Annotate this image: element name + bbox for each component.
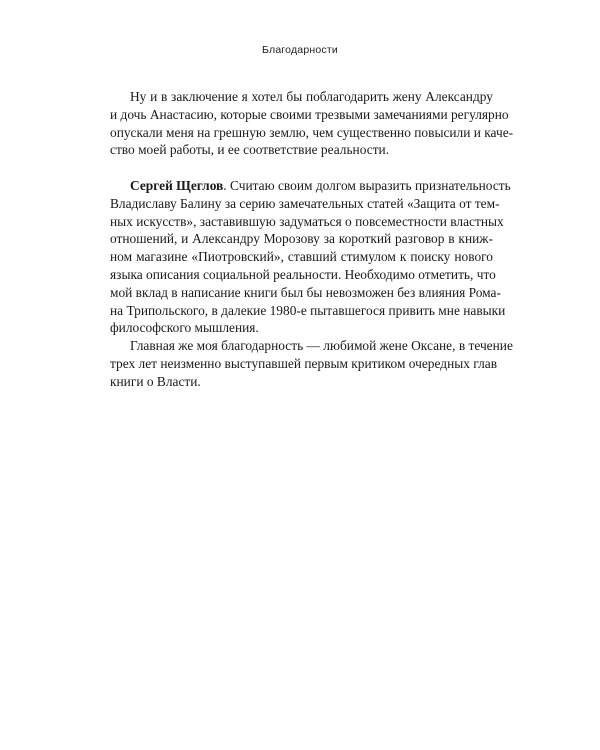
text-line: ство моей работы, и ее соответствие реальности. [110,142,390,158]
text-line: на Трипольского, в далекие 1980-е пытавшегося привить мне навыки [110,302,506,318]
paragraph-wife-thanks [110,337,513,390]
text-line: языка описания социальной реальности. Необходимо отметить, что [110,266,496,282]
text-line: Ну и в заключение я хотел бы поблагодарить жену Александру [130,89,493,104]
paragraph-gap [110,159,493,177]
text-line: Главная же моя благодарность — любимой жене Оксане, в течение [130,338,513,354]
paragraph-shcheglov-thanks [110,177,511,337]
text-line: философского мышления. [110,320,259,336]
text-line: ном магазине «Пиотровский», ставший стимулом к поиску нового [110,249,493,265]
running-head-title: Благодарности [262,44,338,56]
body-text [110,88,514,391]
text-line: и дочь Анастасию, которые своими трезвыми замечаниями регулярно [110,106,509,122]
text-line: трех лет неизменно выступавшей первым критиком очередных глав [110,355,498,371]
paragraph-family-thanks [110,88,514,159]
text-line: мой вклад в написание книги был бы невозможен без влияния Рома- [110,284,501,300]
text-line: ных искусств», заставившую задуматься о повсеместности властных [110,213,504,229]
text-line [110,177,511,195]
text-line: Владиславу Балину за серию замечательных статей «Защита от тем- [110,195,500,211]
text-line: опускали меня на грешную землю, чем существенно повысили и каче- [110,124,514,140]
text-line: книги о Власти. [110,373,201,389]
first-line-rest: . Считаю своим долгом выразить признательность [223,177,511,193]
text-line: отношений, и Александру Морозову за короткий разговор в книж- [110,231,493,247]
author-name: Сергей Щеглов [130,177,224,193]
